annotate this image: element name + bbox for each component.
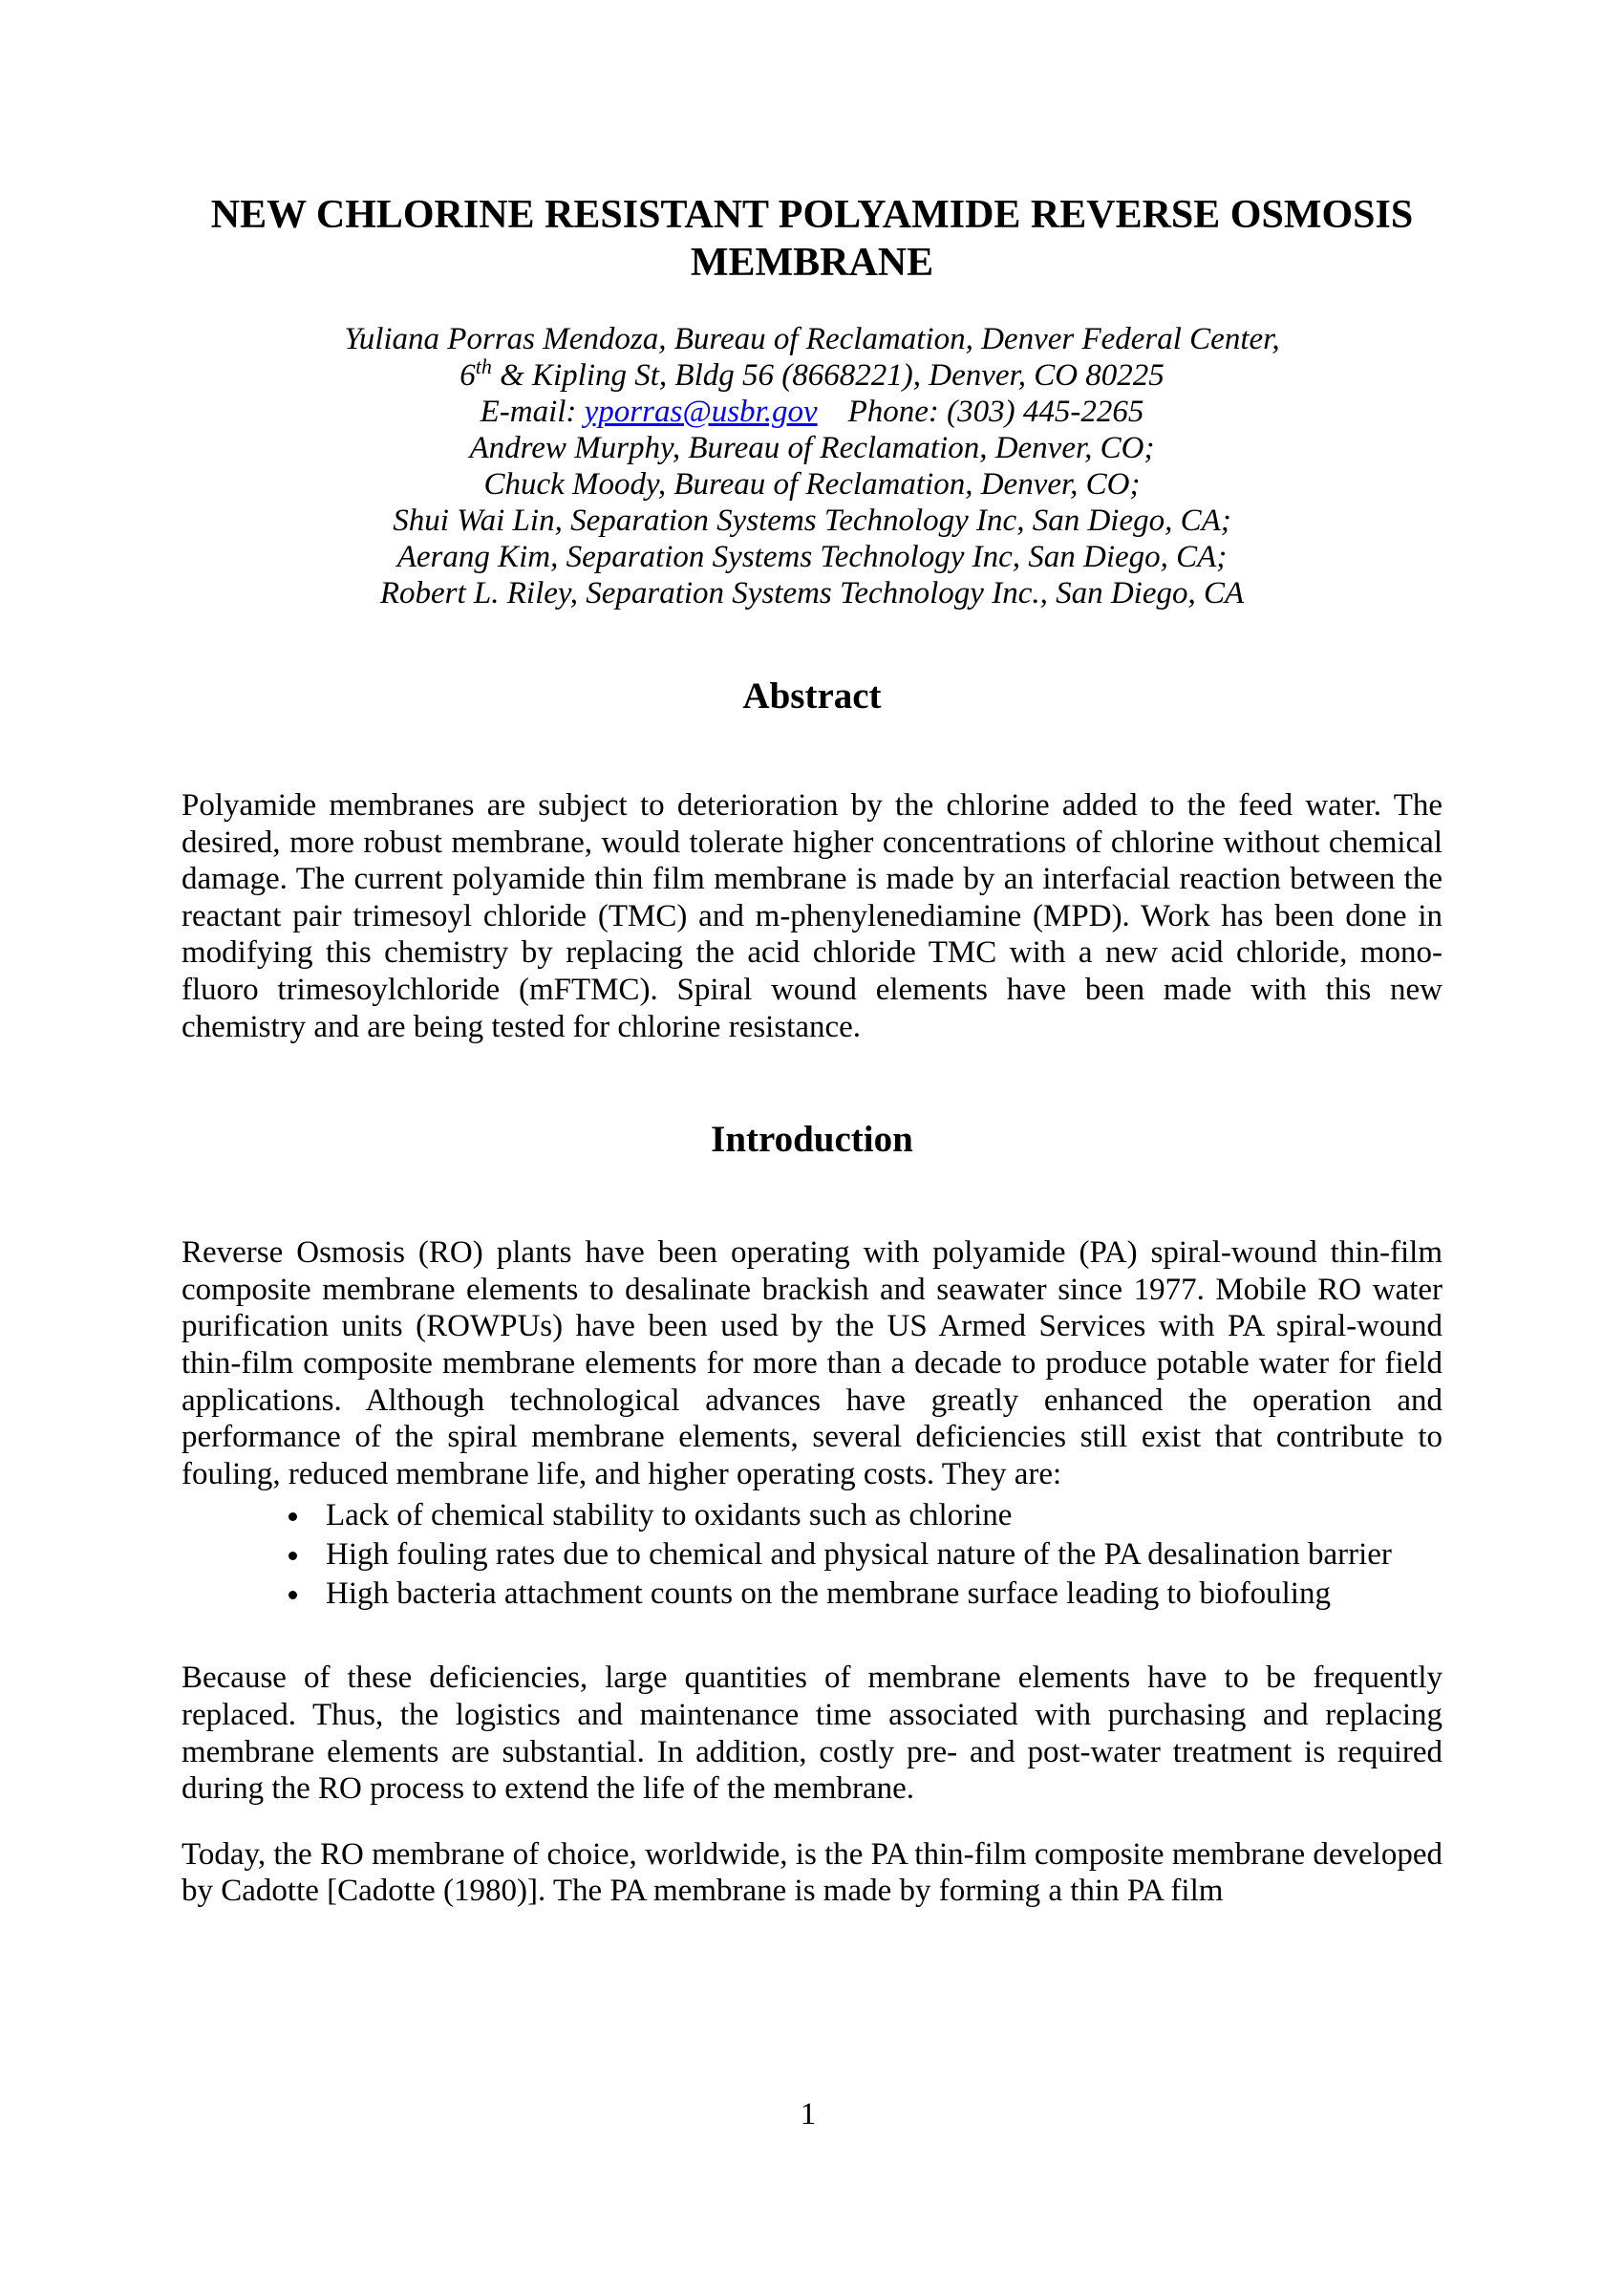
email-label: E-mail: bbox=[480, 395, 585, 429]
introduction-paragraph-3: Today, the RO membrane of choice, worldwide, is the PA thin-film composite membrane developed by Cadotte [Cadotte (1980)]. The PA membrane is made by forming a thin PA film bbox=[182, 1836, 1442, 1909]
introduction-heading: Introduction bbox=[711, 1119, 913, 1161]
address-rest: & Kipling St, Bldg 56 (8668221), Denver, CO 80225 bbox=[491, 358, 1165, 393]
abstract-heading: Abstract bbox=[742, 675, 882, 717]
author-block bbox=[182, 321, 1442, 611]
ordinal-superscript: th bbox=[475, 354, 492, 378]
author-line-7: Aerang Kim, Separation Systems Technology Inc, San Diego, CA; bbox=[396, 540, 1228, 574]
email-link[interactable]: yporras@usbr.gov bbox=[584, 395, 818, 429]
address-number: 6 bbox=[459, 358, 476, 393]
author-line-2 bbox=[182, 354, 1442, 394]
page-title bbox=[182, 191, 1442, 287]
author-line-4: Andrew Murphy, Bureau of Reclamation, Denver, CO; bbox=[469, 431, 1155, 465]
bullet-item-biofouling: • High bacteria attachment counts on the membrane surface leading to biofouling bbox=[312, 1575, 1442, 1614]
author-line-1: Yuliana Porras Mendoza, Bureau of Reclamation, Denver Federal Center, bbox=[344, 322, 1280, 356]
bullet-item-fouling: • High fouling rates due to chemical and physical nature of the PA desalination barrier bbox=[312, 1535, 1442, 1575]
bullet-item-chlorine: • Lack of chemical stability to oxidants such as chlorine bbox=[312, 1496, 1442, 1535]
page-number: 1 bbox=[800, 2097, 817, 2132]
paper-page bbox=[0, 191, 1624, 1910]
author-line-3 bbox=[182, 394, 1442, 430]
title-line-2: MEMBRANE bbox=[690, 241, 934, 285]
author-line-8: Robert L. Riley, Separation Systems Technology Inc., San Diego, CA bbox=[379, 576, 1245, 611]
author-line-5: Chuck Moody, Bureau of Reclamation, Denver, CO; bbox=[483, 467, 1141, 502]
abstract-paragraph: Polyamide membranes are subject to deterioration by the chlorine added to the feed water. The desired, more robust membrane, would tolerate higher concentrations of chlorine without chemical damage. The current polyamide thin film membrane is made by an interfacial reaction between the reactant pair trimesoyl chloride (TMC) and m-phenylenediamine (MPD). Work has been done in modifying this chemistry by replacing the acid chloride TMC with a new acid chloride, mono-fluoro trimesoylchloride (mFTMC). Spiral wound elements have been made with this new chemistry and are being tested for chlorine resistance. bbox=[182, 788, 1442, 1044]
title-line-1: NEW CHLORINE RESISTANT POLYAMIDE REVERSE OSMOSIS bbox=[210, 193, 1414, 237]
phone-text: Phone: (303) 445-2265 bbox=[847, 395, 1144, 429]
author-line-6: Shui Wai Lin, Separation Systems Technology Inc, San Diego, CA; bbox=[393, 504, 1231, 538]
deficiency-bullet-list bbox=[182, 1496, 1442, 1614]
introduction-paragraph-2: Because of these deficiencies, large quantities of membrane elements have to be frequently replaced. Thus, the logistics and maintenance time associated with purchasing and replacing membrane elements are substantial. In addition, costly pre- and post-water treatment is required during the RO process to extend the life of the membrane. bbox=[182, 1661, 1442, 1807]
introduction-paragraph-1: Reverse Osmosis (RO) plants have been operating with polyamide (PA) spiral-wound thin-film composite membrane elements to desalinate brackish and seawater since 1977. Mobile RO water purification units (ROWPUs) have been used by the US Armed Services with PA spiral-wound thin-film composite membrane elements for more than a decade to produce potable water for field applications. Although technological advances have greatly enhanced the operation and performance of the spiral membrane elements, several deficiencies still exist that contribute to fouling, reduced membrane life, and higher operating costs. They are: bbox=[182, 1235, 1442, 1491]
